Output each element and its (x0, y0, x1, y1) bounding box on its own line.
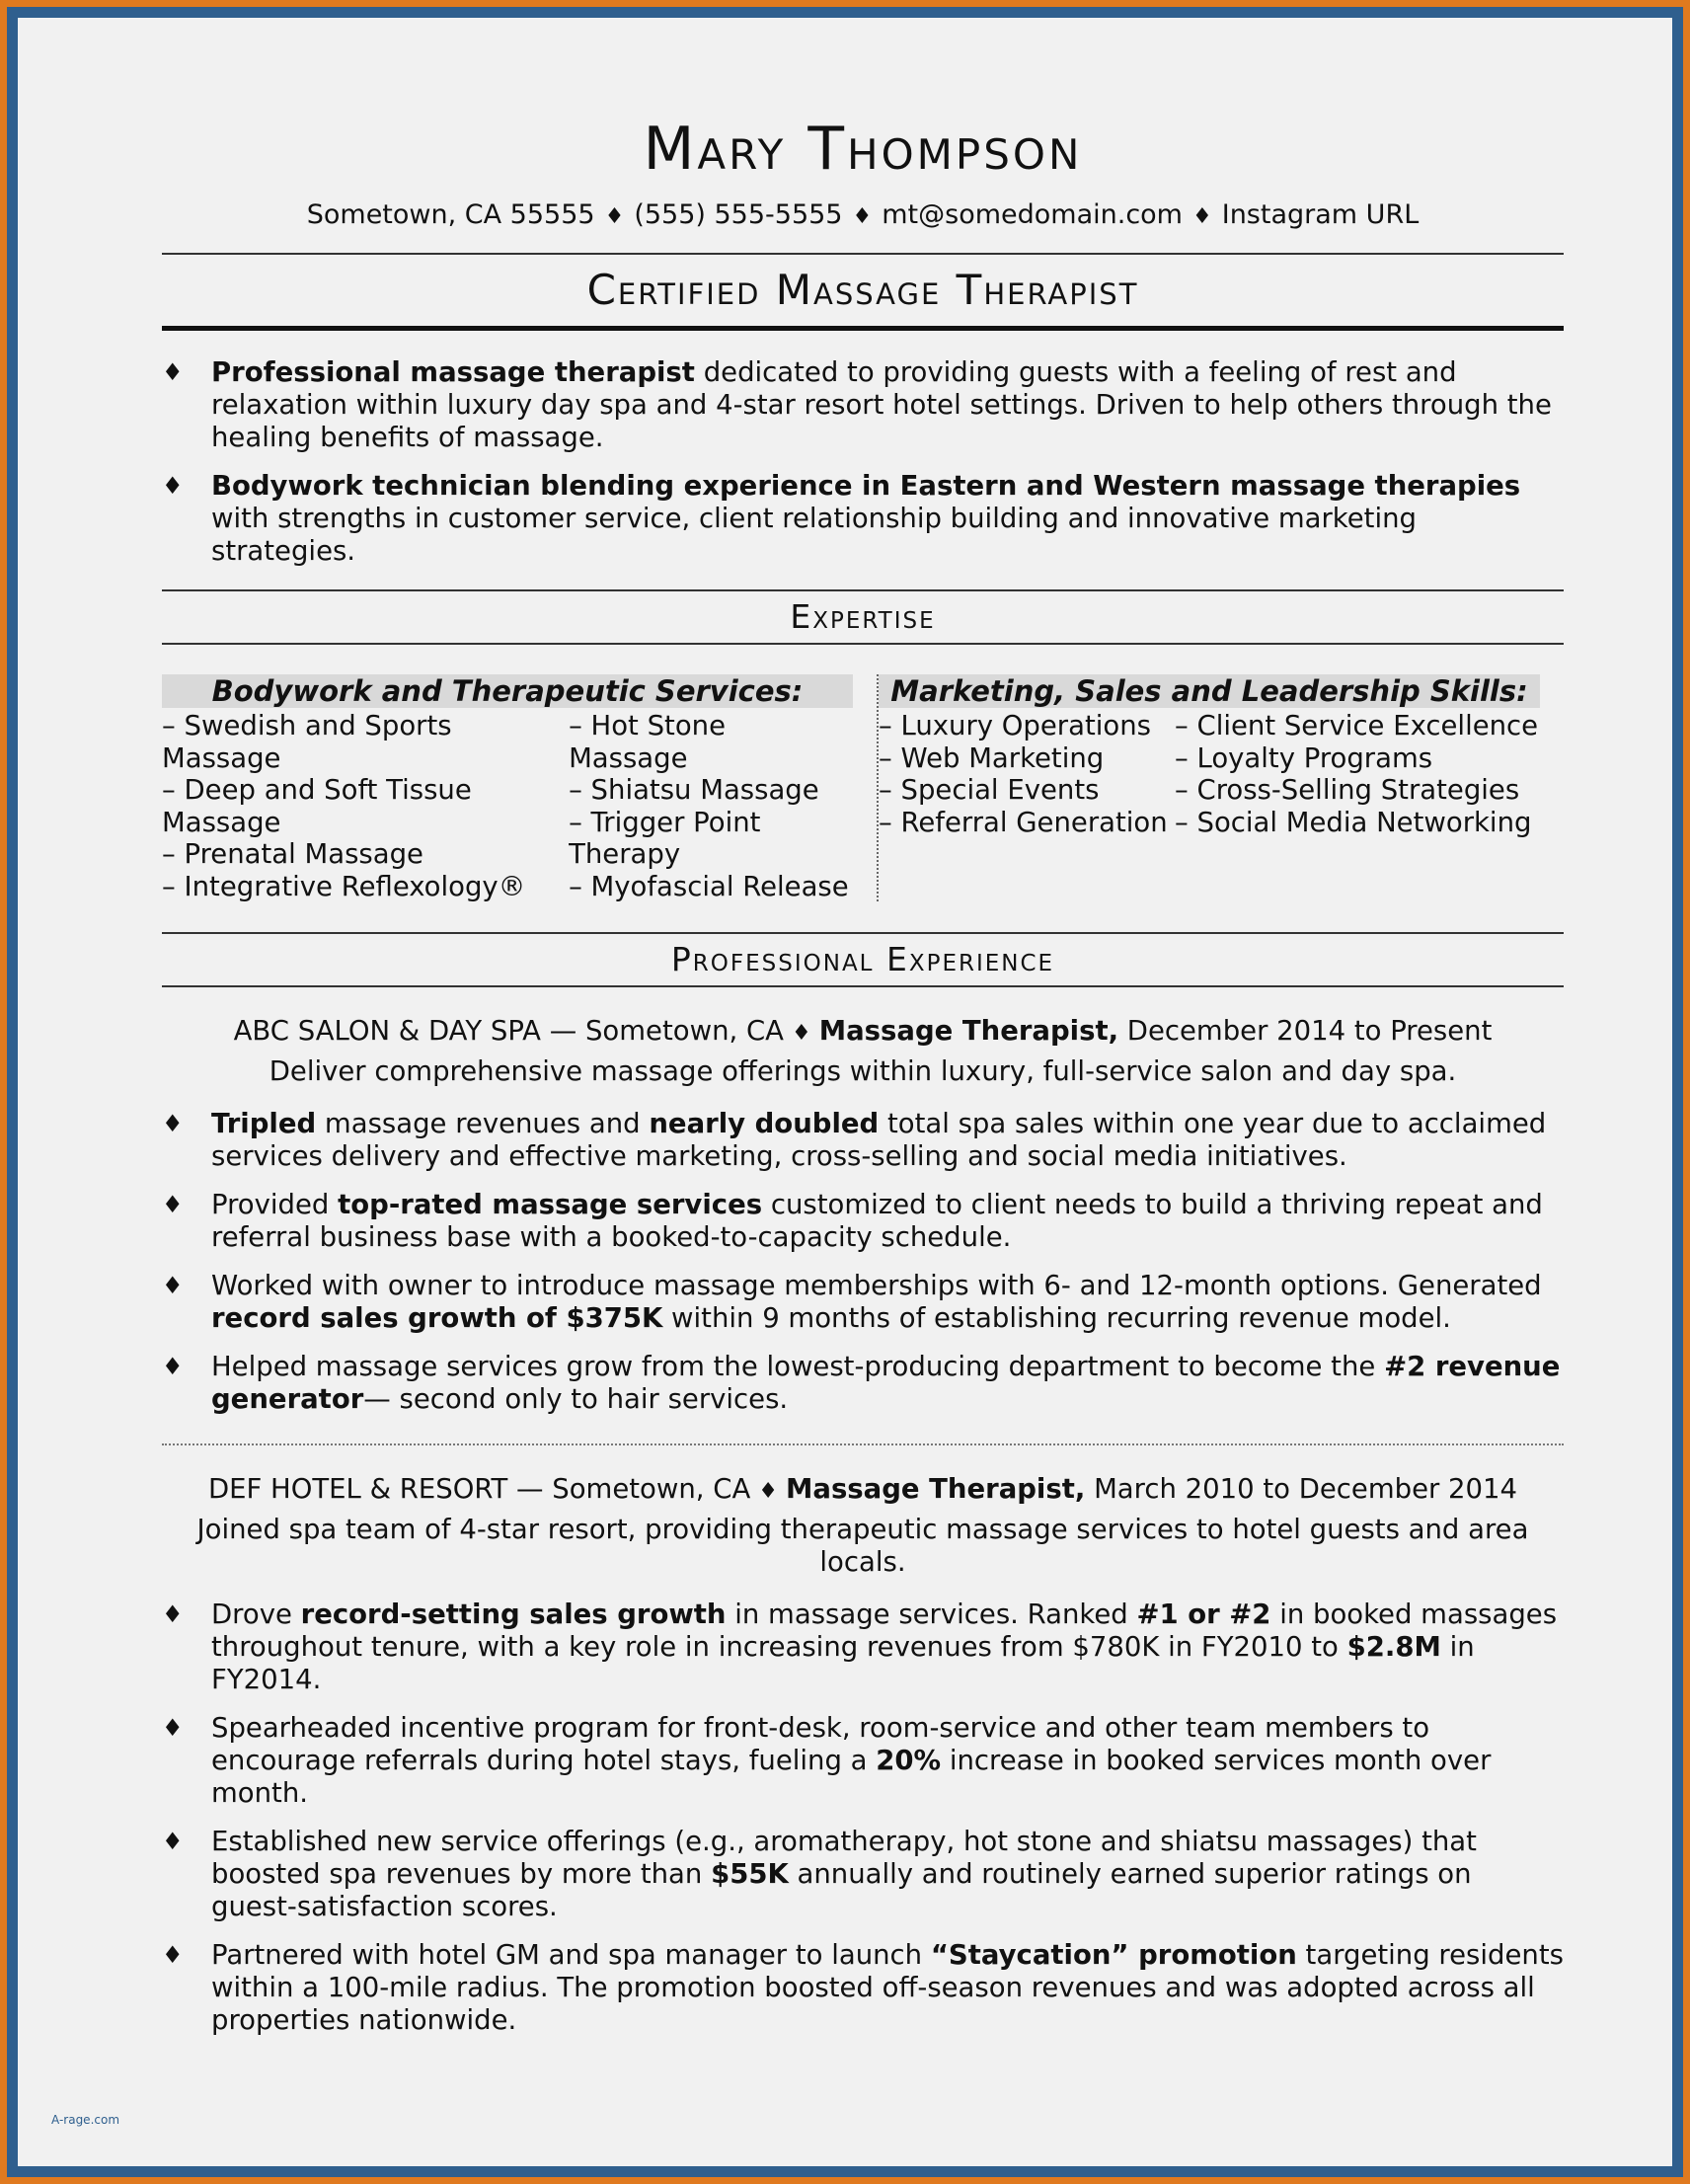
skills-column (569, 710, 853, 902)
achievement-item (162, 1939, 1564, 2037)
job-list (162, 1013, 1564, 2037)
section-heading-experience (162, 934, 1564, 985)
achievement-item (162, 1108, 1564, 1173)
achievement-highlight: #1 or #2 (1136, 1599, 1271, 1630)
skill-item: – Trigger Point Therapy (569, 806, 761, 870)
skills-column (879, 710, 1175, 838)
diamond-bullet-icon: ♦ (162, 1353, 184, 1380)
skills-column (162, 710, 569, 902)
divider (162, 253, 1564, 255)
summary-bold: Bodywork technician blending experience in Eastern and Western massage therapies (211, 470, 1521, 502)
summary-text: with strengths in customer service, client relationship building and innovative marketing strategies. (211, 503, 1417, 567)
job-achievements (162, 1108, 1564, 1416)
diamond-bullet-icon: ♦ (162, 1714, 184, 1742)
diamond-bullet-icon: ♦ (162, 1272, 184, 1299)
achievement-text: Drove (211, 1599, 301, 1630)
job-dates: December 2014 to Present (1118, 1015, 1493, 1047)
job-title: Massage Therapist, (786, 1473, 1086, 1505)
skills-list (879, 710, 1540, 838)
achievement-highlight: record sales growth of $375K (211, 1302, 663, 1334)
achievement-item (162, 1826, 1564, 1923)
skill-item: – Client Service Excellence (1175, 710, 1539, 741)
achievement-text: Provided (211, 1189, 339, 1220)
summary-item (162, 470, 1564, 568)
job-description: Deliver comprehensive massage offerings within luxury, full-service salon and day spa. (269, 1055, 1457, 1087)
job-description: Joined spa team of 4-star resort, providing therapeutic massage services to hotel guests and area locals. (196, 1514, 1529, 1578)
contact-address: Sometown, CA 55555 (306, 199, 595, 230)
achievement-text: Worked with owner to introduce massage memberships with 6- and 12-month options. Generated (211, 1270, 1542, 1301)
column-divider (877, 674, 879, 901)
job-title: Massage Therapist, (818, 1015, 1119, 1047)
skill-item: – Social Media Networking (1175, 806, 1532, 838)
section-heading-text: Professional Experience (670, 940, 1055, 978)
skill-item: – Loyalty Programs (1175, 741, 1433, 774)
diamond-bullet-icon: ♦ (162, 1600, 184, 1628)
achievement-item (162, 1270, 1564, 1335)
achievement-text: Partnered with hotel GM and spa manager to launch (211, 1939, 931, 1971)
achievement-highlight: Tripled (211, 1108, 317, 1139)
achievement-text: in booked massages throughout tenure, with a key role in increasing revenues from $780K in FY2010 to (211, 1599, 1558, 1663)
resume-page (18, 18, 1672, 2166)
job-company: ABC SALON & DAY SPA — Sometown, CA (233, 1015, 784, 1047)
diamond-separator: ♦ (852, 204, 873, 229)
skills-list (162, 710, 853, 902)
contact-line (162, 197, 1564, 235)
skill-item: – Luxury Operations (879, 710, 1151, 741)
achievement-highlight: top-rated massage services (338, 1189, 763, 1220)
candidate-name-text: Mary Thompson (643, 115, 1083, 184)
achievement-item (162, 1189, 1564, 1254)
skill-item: – Integrative Reflexology® (162, 870, 526, 902)
divider (162, 985, 1564, 987)
achievement-text: customized to client needs to build a thriving repeat and referral business base with a booked-to-capacity schedule. (211, 1189, 1543, 1253)
achievement-text: Spearheaded incentive program for front-desk, room-service and other team members to encourage referrals during hotel stays, fueling a (211, 1712, 1430, 1776)
achievement-highlight: $55K (711, 1858, 789, 1890)
skill-item: – Shiatsu Massage (569, 774, 819, 806)
expertise-category-title: Bodywork and Therapeutic Services: (162, 674, 853, 708)
summary-item (162, 356, 1564, 454)
achievement-highlight: $2.8M (1346, 1631, 1441, 1663)
achievement-highlight: nearly doubled (649, 1108, 880, 1139)
skill-item: – Deep and Soft Tissue Massage (162, 774, 472, 838)
expertise-marketing (879, 674, 1540, 902)
job-company: DEF HOTEL & RESORT — Sometown, CA (207, 1473, 751, 1505)
achievement-highlight: record-setting sales growth (300, 1599, 727, 1630)
watermark: A-rage.com (51, 2113, 120, 2127)
achievement-text: targeting residents within a 100-mile radius. The promotion boosted off-season revenues and was adopted across all properties nationwide. (211, 1939, 1564, 2036)
expertise-columns (162, 674, 1564, 902)
skill-item: – Swedish and Sports Massage (162, 710, 452, 774)
resume-headline (162, 259, 1564, 322)
job-dates: March 2010 to December 2014 (1085, 1473, 1518, 1505)
expertise-bodywork (162, 674, 853, 902)
diamond-bullet-icon: ♦ (162, 1828, 184, 1855)
achievement-item (162, 1351, 1564, 1416)
expertise-category-title: Marketing, Sales and Leadership Skills: (879, 674, 1540, 708)
skill-item: – Myofascial Release (569, 870, 849, 902)
achievement-text: increase in booked services month over month. (211, 1745, 1492, 1809)
achievement-text: Helped massage services grow from the lowest-producing department to become the (211, 1351, 1385, 1382)
achievement-text: — second only to hair services. (363, 1383, 789, 1415)
diamond-bullet-icon: ♦ (162, 358, 184, 386)
skill-item: – Referral Generation (879, 806, 1168, 838)
job-separator (162, 1443, 1564, 1445)
diamond-separator: ♦ (792, 1021, 811, 1046)
contact-social[interactable]: Instagram URL (1221, 199, 1420, 230)
achievement-text: within 9 months of establishing recurring revenue model. (662, 1302, 1451, 1334)
job-achievements (162, 1599, 1564, 2037)
summary-list (162, 356, 1564, 568)
divider-thick (162, 326, 1564, 331)
diamond-separator: ♦ (604, 204, 625, 229)
diamond-bullet-icon: ♦ (162, 1110, 184, 1137)
divider (162, 643, 1564, 645)
contact-phone: (555) 555-5555 (634, 199, 843, 230)
achievement-text: total spa sales within one year due to acclaimed services delivery and effective marketing, cross-selling and social media initiatives. (211, 1108, 1547, 1172)
section-heading-expertise (162, 591, 1564, 643)
resume-headline-text: Certified Massage Therapist (586, 266, 1139, 314)
candidate-name (162, 115, 1564, 184)
achievement-text: in massage services. Ranked (726, 1599, 1137, 1630)
achievement-text: Established new service offerings (e.g., aromatherapy, hot stone and shiatsu massages) that boosted spa revenues by more than (211, 1826, 1477, 1890)
achievement-item (162, 1712, 1564, 1810)
skill-item: – Hot Stone Massage (569, 710, 726, 774)
skill-item: – Prenatal Massage (162, 838, 423, 870)
section-heading-text: Expertise (790, 597, 936, 636)
resume-content (162, 115, 1564, 2053)
achievement-item (162, 1599, 1564, 1696)
diamond-bullet-icon: ♦ (162, 1191, 184, 1218)
contact-email[interactable]: mt@somedomain.com (882, 199, 1183, 230)
achievement-highlight: #2 revenue generator (211, 1351, 1561, 1415)
achievement-text: massage revenues and (316, 1108, 650, 1139)
diamond-separator: ♦ (758, 1479, 779, 1504)
summary-bold: Professional massage therapist (211, 356, 695, 388)
achievement-highlight: 20% (876, 1745, 942, 1776)
diamond-separator: ♦ (1192, 204, 1212, 229)
skills-column (1175, 710, 1540, 838)
skill-item: – Special Events (879, 774, 1100, 806)
job-header (162, 1013, 1564, 1052)
achievement-highlight: “Staycation” promotion (930, 1939, 1297, 1971)
job-header (162, 1471, 1564, 1510)
achievement-text: annually and routinely earned superior ratings on guest-satisfaction scores. (211, 1858, 1472, 1922)
diamond-bullet-icon: ♦ (162, 1941, 184, 1969)
summary-text: dedicated to providing guests with a feeling of rest and relaxation within luxury day spa and 4-star resort hotel settings. Driven to help others through the healing benefits of massage. (211, 356, 1552, 453)
diamond-bullet-icon: ♦ (162, 472, 184, 500)
achievement-text: in FY2014. (211, 1631, 1475, 1695)
skill-item: – Cross-Selling Strategies (1175, 774, 1520, 806)
skill-item: – Web Marketing (879, 741, 1105, 774)
